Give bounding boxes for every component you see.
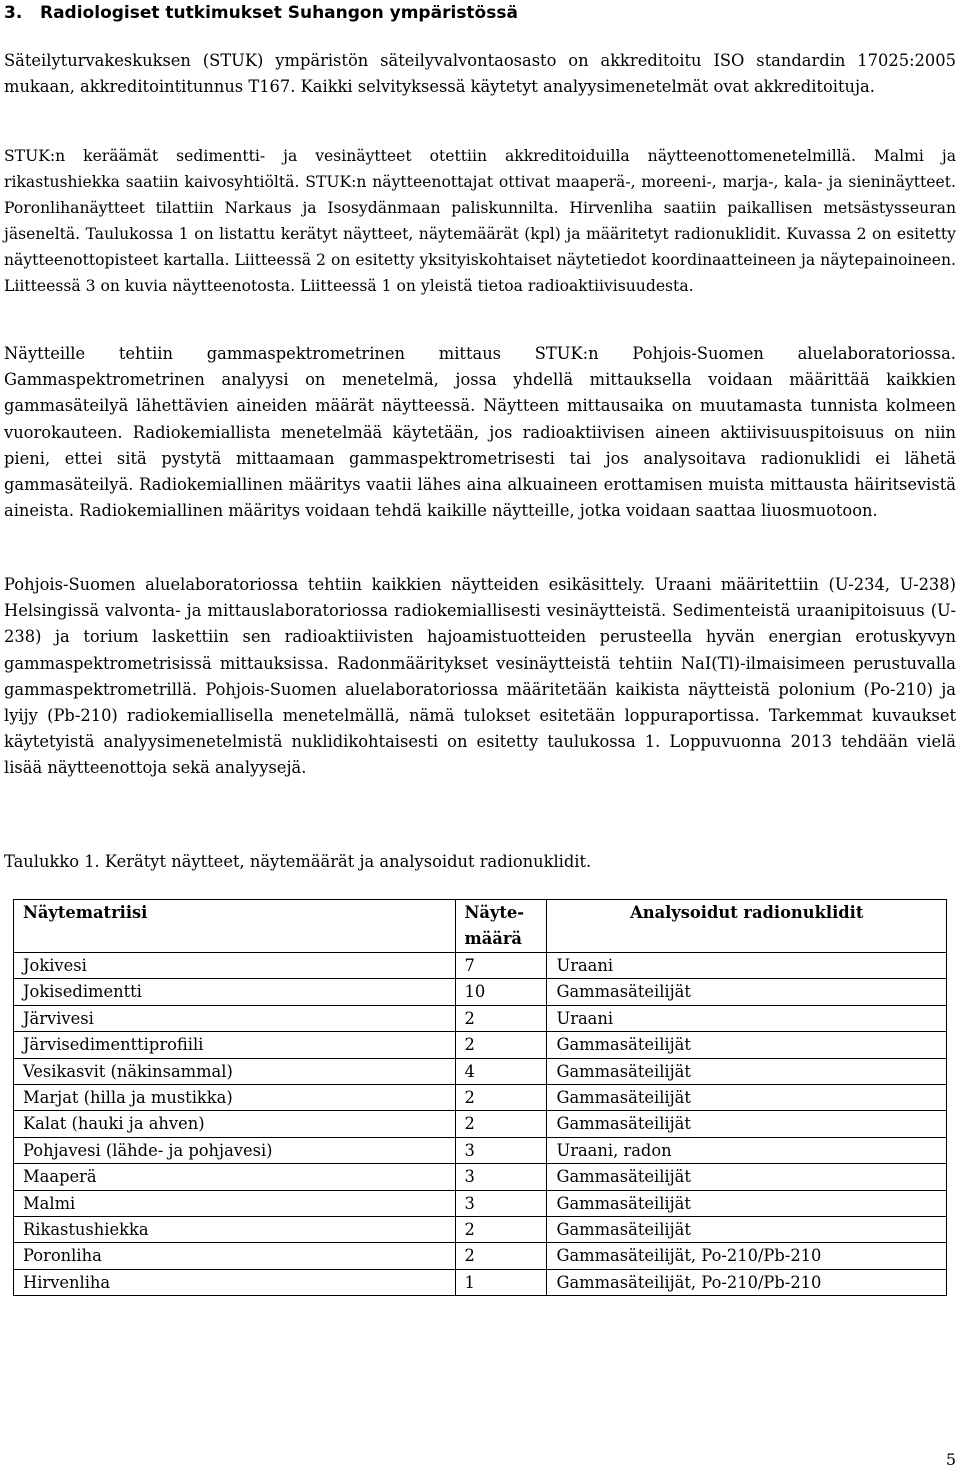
cell-nuclides: Gammasäteilijät [547,979,947,1005]
cell-matrix: Jokivesi [14,953,456,979]
cell-nuclides: Gammasäteilijät [547,1216,947,1242]
cell-matrix: Pohjavesi (lähde- ja pohjavesi) [14,1137,456,1163]
cell-nuclides: Gammasäteilijät [547,1084,947,1110]
cell-matrix: Jokisedimentti [14,979,456,1005]
paragraph-accreditation: Säteilyturvakeskuksen (STUK) ympäristön säteilyvalvontaosasto on akkreditoitu ISO standardin 17025:2005 mukaan, akkreditointitunnus T167. Kaikki selvityksessä käytetyt analyysimenetelmät ovat akkreditoituja. [4,51,956,97]
cell-matrix: Vesikasvit (näkinsammal) [14,1058,456,1084]
cell-count: 2 [455,1005,547,1031]
section-heading [4,0,518,26]
cell-matrix: Järvisedimenttiprofiili [14,1032,456,1058]
cell-count: 2 [455,1084,547,1110]
cell-nuclides: Gammasäteilijät [547,1190,947,1216]
cell-count: 2 [455,1111,547,1137]
cell-count: 3 [455,1190,547,1216]
cell-nuclides: Gammasäteilijät [547,1164,947,1190]
cell-matrix: Rikastushiekka [14,1216,456,1242]
table-row [14,1216,947,1242]
cell-count: 7 [455,953,547,979]
paragraph-sampling: STUK:n keräämät sedimentti- ja vesinäytteet otettiin akkreditoiduilla näytteenottomenetelmillä. Malmi ja rikastushiekka saatiin kaivosyhtiöltä. STUK:n näytteenottajat ottivat maaperä-, moreeni-, marja-, kala- ja sieninäytteet. Poronlihanäytteet tilattiin Narkaus ja Isosydänmaan paliskunnilta. Hirvenliha saatiin paikallisen metsästysseuran jäseneltä. Taulukossa 1 on listattu kerätyt näytteet, näytemäärät (kpl) ja määritetyt radionuklidit. Kuvassa 2 on esitetty näytteenottopisteet kartalla. Liitteessä 2 on esitetty yksityiskohtaiset näytetiedot koordinaatteineen ja näytepainoineen. Liitteessä 3 on kuvia näytteenotosta. Liitteessä 1 on yleistä tietoa radioaktiivisuudesta. [4,147,956,295]
cell-nuclides: Gammasäteilijät [547,1058,947,1084]
cell-nuclides: Uraani [547,953,947,979]
cell-count: 10 [455,979,547,1005]
table-row [14,1137,947,1163]
samples-table [13,899,947,1296]
table-caption: Taulukko 1. Kerätyt näytteet, näytemäärät ja analysoidut radionuklidit. [4,852,592,871]
table-row [14,979,947,1005]
cell-matrix: Kalat (hauki ja ahven) [14,1111,456,1137]
header-matrix: Näytematriisi [14,900,456,953]
cell-nuclides: Gammasäteilijät, Po-210/Pb-210 [547,1269,947,1295]
table-row [14,1058,947,1084]
cell-count: 3 [455,1137,547,1163]
section-title: Radiologiset tutkimukset Suhangon ympäristössä [40,3,518,23]
table-row [14,1111,947,1137]
table-row [14,953,947,979]
cell-count: 2 [455,1216,547,1242]
cell-matrix: Järvivesi [14,1005,456,1031]
cell-count: 4 [455,1058,547,1084]
table-row [14,1164,947,1190]
table-row [14,1005,947,1031]
table-row [14,1084,947,1110]
paragraph-laboratory: Pohjois-Suomen aluelaboratoriossa tehtiin kaikkien näytteiden esikäsittely. Uraani määritettiin (U-234, U-238) Helsingissä valvonta- ja mittauslaboratoriossa radiokemiallisesti vesinäytteistä. Sedimenteistä uraanipitoisuus (U-238) ja torium laskettiin sen radioaktiivisten hajoamistuotteiden perusteella hyvän energian erotuskyvyn gammaspektrometrisissä mittauksissa. Radonmääritykset vesinäytteistä tehtiin NaI(Tl)-ilmaisimeen perustuvalla gammaspektrometrillä. Pohjois-Suomen aluelaboratoriossa määritetään kaikista näytteistä polonium (Po-210) ja lyijy (Pb-210) radiokemiallisella menetelmällä, nämä tulokset esitetään loppuraportissa. Tarkemmat kuvaukset käytetyistä analyysimenetelmistä nuklidikohtaisesti on esitetty taulukossa 1. Loppuvuonna 2013 tehdään vielä lisää näytteenottoja sekä analyysejä. [4,575,956,778]
paragraph-gamma-analysis: Näytteille tehtiin gammaspektrometrinen mittaus STUK:n Pohjois-Suomen aluelaboratoriossa. Gammaspektrometrinen analyysi on menetelmä, jossa yhdellä mittauksella voidaan määrittää kaikkien gammasäteilyä lähettävien aineiden määrät näytteessä. Näytteen mittausaika on muutamasta tunnista kolmeen vuorokauteen. Radiokemiallista menetelmää käytetään, jos radioaktiivisen aineen aktiivisuuspitoisuus on niin pieni, ettei sitä pystytä mittaamaan gammaspektrometrisesti tai jos analysoitava radionuklidi ei lähetä gammasäteilyä. Radiokemiallinen määritys vaatii lähes aina alkuaineen erottamisen muista mittausta häiritsevistä aineista. Radiokemiallinen määritys voidaan tehdä kaikille näytteille, jotka voidaan saattaa liuosmuotoon. [4,344,956,521]
cell-count: 2 [455,1032,547,1058]
cell-matrix: Malmi [14,1190,456,1216]
table-body [14,953,947,1296]
cell-matrix: Poronliha [14,1243,456,1269]
table-row [14,1190,947,1216]
table-row [14,1032,947,1058]
cell-nuclides: Gammasäteilijät [547,1032,947,1058]
cell-count: 2 [455,1243,547,1269]
cell-nuclides: Uraani, radon [547,1137,947,1163]
table-header-row [14,900,947,953]
header-count: Näyte-määrä [455,900,547,953]
cell-count: 1 [455,1269,547,1295]
cell-nuclides: Gammasäteilijät [547,1111,947,1137]
page-number: 5 [945,1450,956,1469]
cell-matrix: Hirvenliha [14,1269,456,1295]
cell-nuclides: Uraani [547,1005,947,1031]
cell-count: 3 [455,1164,547,1190]
cell-nuclides: Gammasäteilijät, Po-210/Pb-210 [547,1243,947,1269]
cell-matrix: Marjat (hilla ja mustikka) [14,1084,456,1110]
header-nuclides: Analysoidut radionuklidit [547,900,947,953]
cell-matrix: Maaperä [14,1164,456,1190]
table-row [14,1269,947,1295]
table-row [14,1243,947,1269]
section-number: 3. [4,3,23,23]
